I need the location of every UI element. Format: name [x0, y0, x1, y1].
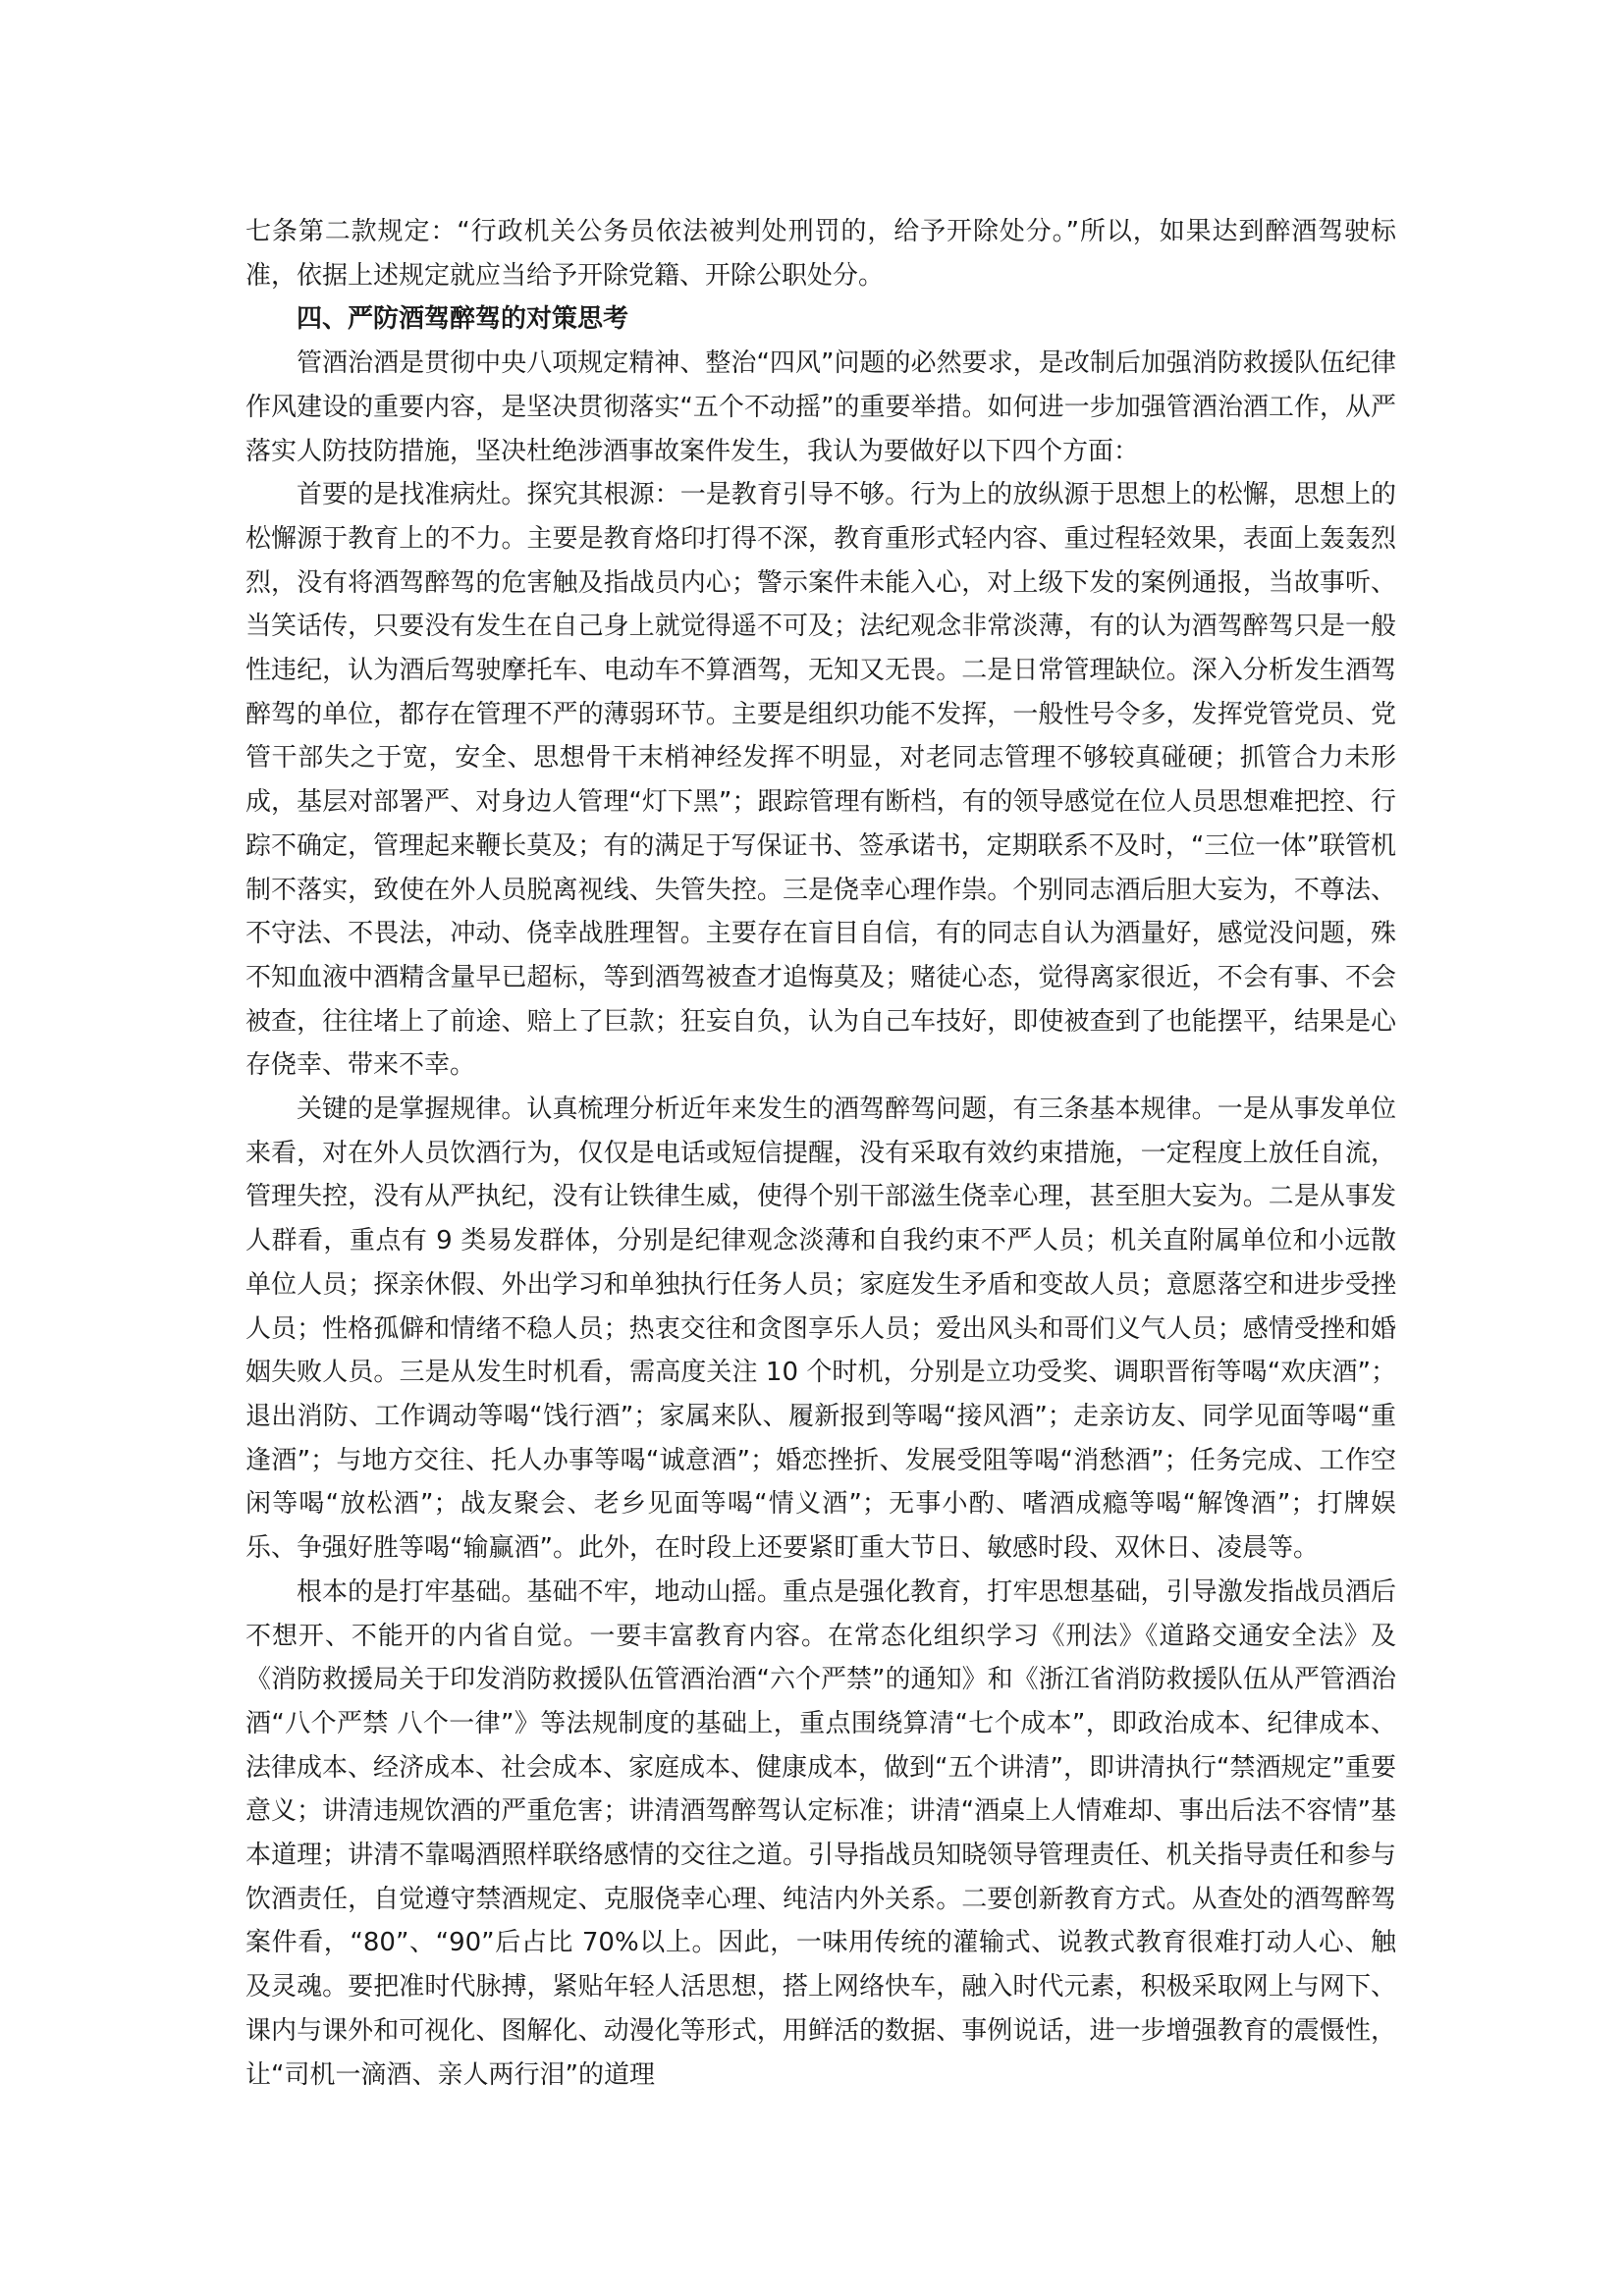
paragraph-master-patterns: 关键的是掌握规律。认真梳理分析近年来发生的酒驾醉驾问题，有三条基本规律。一是从事发单位来看，对在外人员饮酒行为，仅仅是电话或短信提醒，没有采取有效约束措施，一定程度上放任自流，管理失控，没有从严执纪，没有让铁律生威，使得个别干部滋生侥幸心理，甚至胆大妄为。二是从事发人群看，重点有 9 类易发群体，分别是纪律观念淡薄和自我约束不严人员；机关直附属单位和小远散单位人员；探亲休假、外出学习和单独执行任务人员；家庭发生矛盾和变故人员；意愿落空和进步受挫人员；性格孤僻和情绪不稳人员；热衷交往和贪图享乐人员；爱出风头和哥们义气人员；感情受挫和婚姻失败人员。三是从发生时机看，需高度关注 10 个时机，分别是立功受奖、调职晋衔等喝“欢庆酒”；退出消防、工作调动等喝“饯行酒”；家属来队、履新报到等喝“接风酒”；走亲访友、同学见面等喝“重逢酒”；与地方交往、托人办事等喝“诚意酒”；婚恋挫折、发展受阻等喝“消愁酒”；任务完成、工作空闲等喝“放松酒”；战友聚会、老乡见面等喝“情义酒”；无事小酌、嗜酒成瘾等喝“解馋酒”；打牌娱乐、争强好胜等喝“输赢酒”。此外，在时段上还要紧盯重大节日、敏感时段、双休日、凌晨等。 — [245, 1095, 1396, 1564]
paragraph-find-cause: 首要的是找准病灶。探究其根源：一是教育引导不够。行为上的放纵源于思想上的松懈，思想上的松懈源于教育上的不力。主要是教育烙印打得不深，教育重形式轻内容、重过程轻效果，表面上轰轰烈烈，没有将酒驾醉驾的危害触及指战员内心；警示案件未能入心，对上级下发的案例通报，当故事听、当笑话传，只要没有发生在自己身上就觉得遥不可及；法纪观念非常淡薄，有的认为酒驾醉驾只是一般性违纪，认为酒后驾驶摩托车、电动车不算酒驾，无知又无畏。二是日常管理缺位。深入分析发生酒驾醉驾的单位，都存在管理不严的薄弱环节。主要是组织功能不发挥，一般性号令多，发挥党管党员、党管干部失之于宽，安全、思想骨干末梢神经发挥不明显，对老同志管理不够较真碰硬；抓管合力未形成，基层对部署严、对身边人管理“灯下黑”；跟踪管理有断档，有的领导感觉在位人员思想难把控、行踪不确定，管理起来鞭长莫及；有的满足于写保证书、签承诺书，定期联系不及时，“三位一体”联管机制不落实，致使在外人员脱离视线、失管失控。三是侥幸心理作祟。个别同志酒后胆大妄为，不尊法、不守法、不畏法，冲动、侥幸战胜理智。主要存在盲目自信，有的同志自认为酒量好，感觉没问题，殊不知血液中酒精含量早已超标，等到酒驾被查才追悔莫及；赌徒心态，觉得离家很近，不会有事、不会被查，往往堵上了前途、赔上了巨款；狂妄自负，认为自己车技好，即使被查到了也能摆平，结果是心存侥幸、带来不幸。 — [245, 480, 1396, 1081]
paragraph-build-foundation: 根本的是打牢基础。基础不牢，地动山摇。重点是强化教育，打牢思想基础，引导激发指战员酒后不想开、不能开的内省自觉。一要丰富教育内容。在常态化组织学习《刑法》《道路交通安全法》及《消防救援局关于印发消防救援队伍管酒治酒“六个严禁”的通知》和《浙江省消防救援队伍从严管酒治酒“八个严禁 八个一律”》等法规制度的基础上，重点围绕算清“七个成本”，即政治成本、纪律成本、法律成本、经济成本、社会成本、家庭成本、健康成本，做到“五个讲清”，即讲清执行“禁酒规定”重要意义；讲清违规饮酒的严重危害；讲清酒驾醉驾认定标准；讲清“酒桌上人情难却、事出后法不容情”基本道理；讲清不靠喝酒照样联络感情的交往之道。引导指战员知晓领导管理责任、机关指导责任和参与饮酒责任，自觉遵守禁酒规定、克服侥幸心理、纯洁内外关系。二要创新教育方式。从查处的酒驾醉驾案件看，“80”、“90”后占比 70%以上。因此，一味用传统的灌输式、说教式教育很难打动人心、触及灵魂。要把准时代脉搏，紧贴年轻人活思想，搭上网络快车，融入时代元素，积极采取网上与网下、课内与课外和可视化、图解化、动漫化等形式，用鲜活的数据、事例说话，进一步增强教育的震慑性，让“司机一滴酒、亲人两行泪”的道理 — [245, 1576, 1396, 2090]
section-heading: 四、严防酒驾醉驾的对策思考 — [297, 304, 629, 335]
paragraph-continuation: 七条第二款规定：“行政机关公务员依法被判处刑罚的，给予开除处分。”所以，如果达到醉酒驾驶标准，依据上述规定就应当给予开除党籍、开除公职处分。 — [245, 217, 1396, 291]
paragraph-intro: 管酒治酒是贯彻中央八项规定精神、整治“四风”问题的必然要求，是改制后加强消防救援队伍纪律作风建设的重要内容，是坚决贯彻落实“五个不动摇”的重要举措。如何进一步加强管酒治酒工作，从严落实人防技防措施，坚决杜绝涉酒事故案件发生，我认为要做好以下四个方面： — [245, 348, 1396, 466]
document-body — [245, 210, 1396, 2097]
